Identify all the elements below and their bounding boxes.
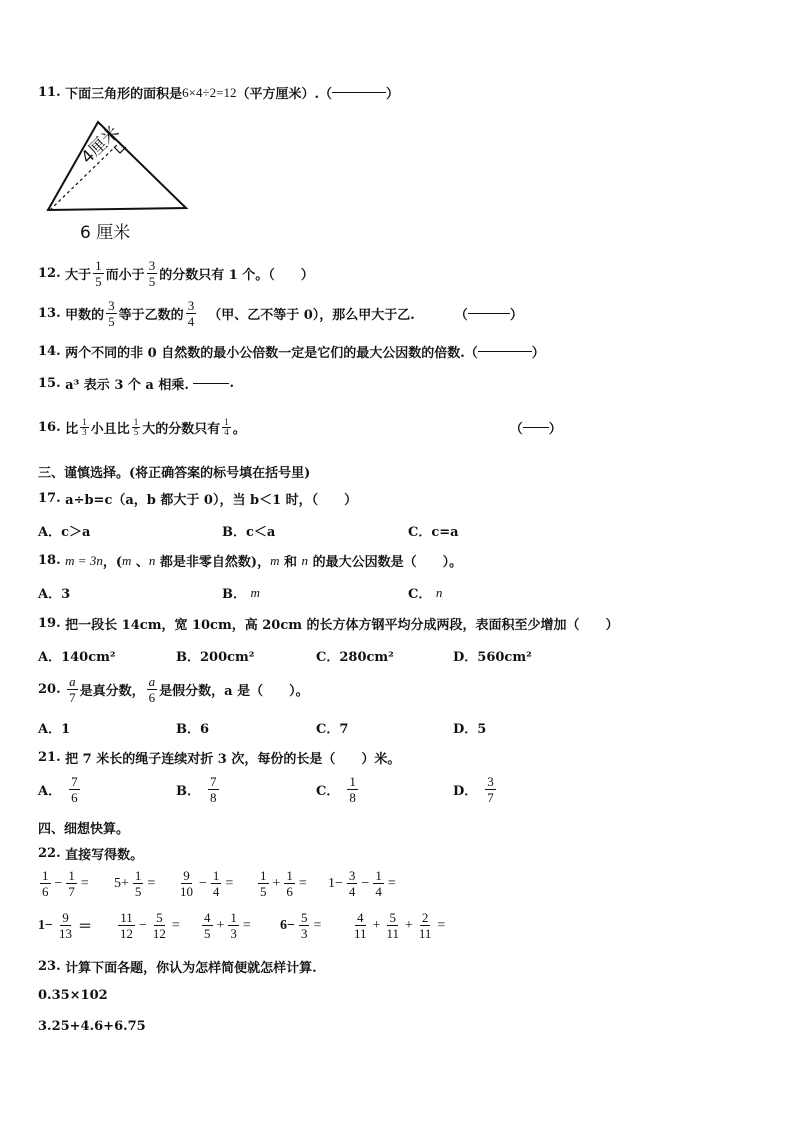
q18-option-c[interactable]: C． n [408, 584, 443, 602]
q21-option-a[interactable]: A． $\frac{7}{6}$ [38, 774, 78, 805]
q17-option-a[interactable]: A．c＞a [38, 525, 91, 540]
q23-item-1: 0.35×102 [38, 988, 108, 1003]
fraction: $\frac{1}{3}$ [82, 417, 87, 437]
question-14: 14. 两个不同的非 0 自然数的最小公倍数一定是它们的最大公因数的倍数.（ ） [38, 344, 545, 361]
question-16: 16. 比 $\frac{1}{3}$ 小且比 $\frac{1}{5}$ 大的分数只有 $\frac{1}{4}$ 。 （ ） [38, 417, 562, 437]
q23-number: 23. [38, 959, 61, 974]
q19-option-d[interactable]: D．560cm² [453, 650, 532, 665]
q23-item-2: 3.25+4.6+6.75 [38, 1019, 146, 1034]
q11-text: 下面三角形的面积是 [65, 87, 183, 102]
q17-option-c[interactable]: C．c=a [408, 525, 459, 540]
fraction: $\frac{1}{4}$ [224, 417, 229, 437]
question-20: 20. $\frac{a}{7}$ 是真分数， $\frac{a}{6}$ 是假分数，a 是（ ）。 [38, 674, 309, 705]
q11-unit: （平方厘米）.（ [236, 87, 333, 102]
section-3-heading: 三、谨慎选择。(将正确答案的标号填在括号里) [38, 466, 311, 481]
q15-answer-blank[interactable] [193, 383, 229, 384]
q17-number: 17. [38, 491, 61, 506]
fraction: $\frac{3}{5}$ [148, 258, 156, 289]
q19-option-a[interactable]: A．140cm² [38, 650, 116, 665]
q13-answer-blank[interactable] [468, 313, 510, 314]
question-11: 11. 下面三角形的面积是 6×4÷2=12 （平方厘米）.（ ） [38, 84, 400, 102]
q19-option-c[interactable]: C．280cm² [316, 650, 394, 665]
q20-option-c[interactable]: C．7 [316, 722, 349, 737]
question-19: 19. 把一段长 14cm，宽 10cm，高 20cm 的长方体方钢平均分成两段，表面积至少增加（ ） [38, 616, 619, 633]
q17-option-b[interactable]: B．c＜a [222, 525, 276, 540]
q14-answer-blank[interactable] [478, 351, 532, 352]
q22-expression: 5+ $\frac{1}{5}$ = [114, 868, 156, 899]
q22-expression: 1− $\frac{3}{4}$ − $\frac{1}{4}$ = [328, 868, 396, 899]
q22-expression: $\frac{1}{5}$ + $\frac{1}{6}$ = [260, 868, 307, 899]
question-13: 13. 甲数的 $\frac{3}{5}$ 等于乙数的 $\frac{3}{4}$ （甲、乙不等于 0），那么甲大于乙. （ ） [38, 298, 523, 329]
q22-expression: 6− $\frac{5}{3}$ = [280, 910, 322, 941]
q20-number: 20. [38, 682, 61, 697]
q18-number: 18. [38, 553, 61, 568]
q16-answer-blank[interactable] [523, 427, 549, 428]
q12-number: 12. [38, 266, 61, 281]
question-22: 22. 直接写得数。 [38, 846, 144, 863]
q13-number: 13. [38, 306, 61, 321]
q18-option-a[interactable]: A．3 [38, 587, 71, 602]
q22-expression: $\frac{9}{10}$ − $\frac{1}{4}$ = [180, 868, 234, 899]
q18-option-b[interactable]: B． m [222, 584, 260, 602]
q22-expression: $\frac{11}{12}$ − $\frac{5}{12}$ = [120, 910, 180, 941]
triangle-height-label: 4厘米 [77, 122, 124, 168]
q21-number: 21. [38, 750, 61, 765]
fraction: $\frac{3}{4}$ [187, 298, 195, 329]
q11-number: 11. [38, 85, 61, 100]
q12-text: 的分数只有 1 个。（ ） [159, 268, 314, 283]
q18-equation: m = 3n [65, 552, 103, 568]
q21-option-b[interactable]: B． $\frac{7}{8}$ [176, 774, 217, 805]
question-15: 15. a³ 表示 3 个 a 相乘. . [38, 376, 234, 393]
question-21: 21. 把 7 米长的绳子连续对折 3 次，每份的长是（ ）米。 [38, 750, 401, 767]
q14-number: 14. [38, 344, 61, 359]
section-4-heading: 四、细想快算。 [38, 822, 130, 837]
triangle-base-label: 6 厘米 [80, 223, 131, 243]
q21-option-c[interactable]: C． $\frac{1}{8}$ [316, 774, 356, 805]
q16-number: 16. [38, 420, 61, 435]
q11-formula: 6×4÷2=12 [182, 84, 237, 100]
fraction: $\frac{3}{5}$ [108, 298, 115, 329]
q22-expression: $\frac{4}{5}$ + $\frac{1}{3}$ = [204, 910, 251, 941]
q22-expression: $\frac{1}{6}$ − $\frac{1}{7}$ = [42, 868, 89, 899]
question-23: 23. 计算下面各题，你认为怎样简便就怎样计算. [38, 959, 317, 976]
q19-number: 19. [38, 616, 61, 631]
question-12: 12. 大于 $\frac{1}{5}$ 而小于 $\frac{3}{5}$ 的分数只有 1 个。（ ） [38, 258, 314, 289]
fraction: $\frac{1}{5}$ [95, 258, 102, 289]
fraction: $\frac{a}{6}$ [148, 674, 156, 705]
q19-option-b[interactable]: B．200cm² [176, 650, 255, 665]
q15-number: 15. [38, 376, 61, 391]
q22-number: 22. [38, 846, 61, 861]
q22-expression: $\frac{4}{11}$ + $\frac{5}{11}$ + $\frac{2}{11}$ = [354, 910, 446, 941]
question-17: 17. a÷b=c（a，b 都大于 0），当 b＜1 时，（ ） [38, 491, 358, 508]
question-18: 18. m = 3n ，( m 、 n 都是非零自然数)， m 和 n 的最大公因数是（ ）。 [38, 552, 463, 570]
q20-option-d[interactable]: D．5 [453, 722, 487, 737]
q20-option-a[interactable]: A．1 [38, 722, 71, 737]
fraction: $\frac{1}{5}$ [133, 417, 139, 437]
q21-option-d[interactable]: D． $\frac{3}{7}$ [453, 774, 494, 805]
q11-answer-blank[interactable] [332, 92, 386, 93]
q20-option-b[interactable]: B．6 [176, 722, 210, 737]
fraction: $\frac{a}{7}$ [69, 674, 76, 705]
q22-expression: 1− $\frac{9}{13}$ ＝ [38, 910, 92, 941]
